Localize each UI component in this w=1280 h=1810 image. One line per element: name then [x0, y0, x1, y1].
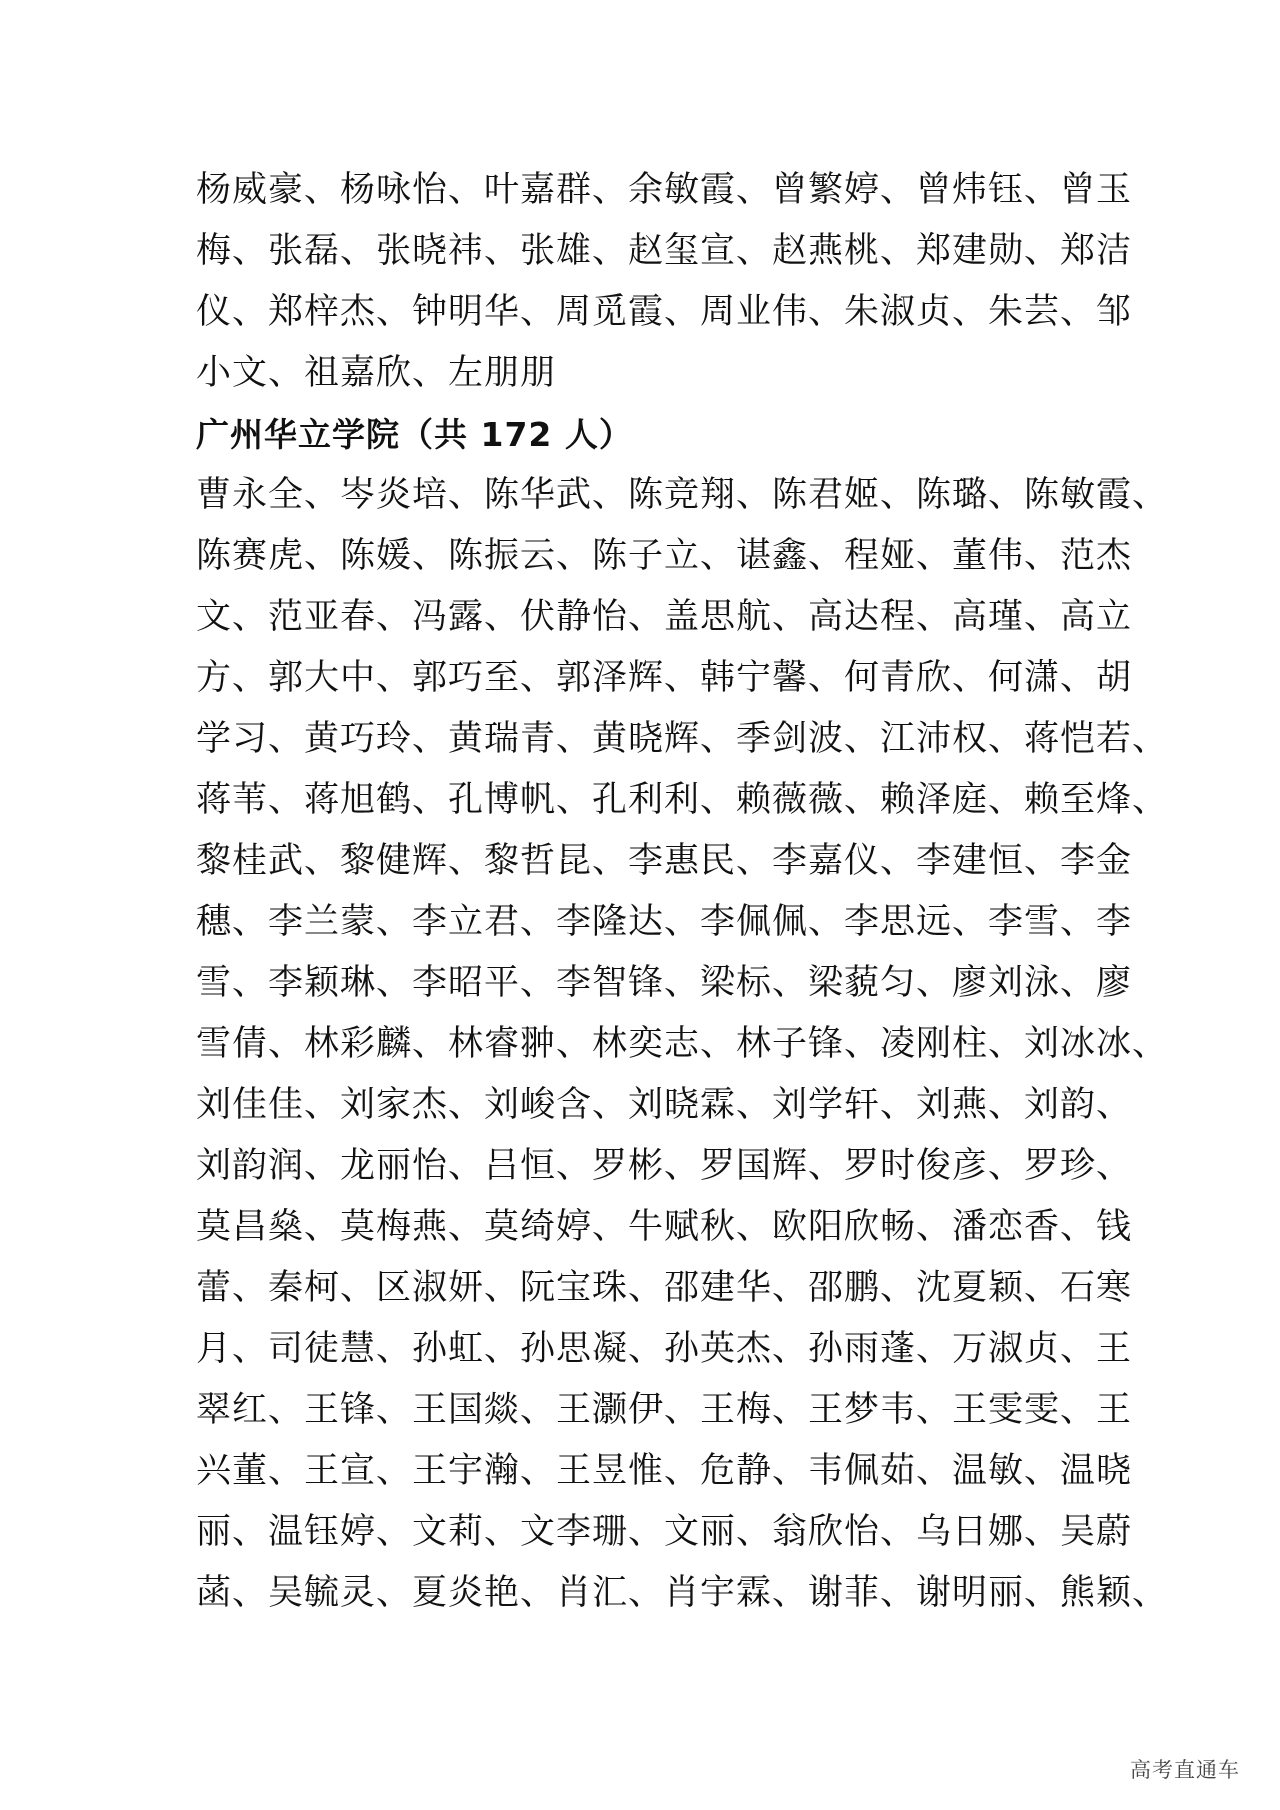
name-list-line: 文、范亚春、冯露、伏静怡、盖思航、高达程、高瑾、高立 — [196, 597, 1133, 637]
name-list — [196, 465, 1169, 1624]
name-list-line: 杨威豪、杨咏怡、叶嘉群、余敏霞、曾繁婷、曾炜钰、曾玉 — [196, 170, 1133, 210]
name-list-line: 菡、吴毓灵、夏炎艳、肖汇、肖宇霖、谢菲、谢明丽、熊颖、 — [196, 1573, 1169, 1613]
name-list-line: 黎桂武、黎健辉、黎哲昆、李惠民、李嘉仪、李建恒、李金 — [196, 841, 1133, 881]
name-list-line: 刘韵润、龙丽怡、吕恒、罗彬、罗国辉、罗时俊彦、罗珍、 — [196, 1146, 1133, 1186]
name-list-line: 翠红、王锋、王国燚、王灏伊、王梅、王梦韦、王雯雯、王 — [196, 1390, 1133, 1430]
watermark-text: 高考直通车 — [1130, 1758, 1240, 1782]
name-list-line: 陈赛虎、陈媛、陈振云、陈子立、谌鑫、程娅、董伟、范杰 — [196, 536, 1133, 576]
name-list-line: 丽、温钰婷、文莉、文李珊、文丽、翁欣怡、乌日娜、吴蔚 — [196, 1512, 1133, 1552]
section-heading: 广州华立学院（共 172 人） — [196, 415, 633, 454]
name-list-line: 蕾、秦柯、区淑妍、阮宝珠、邵建华、邵鹏、沈夏颖、石寒 — [196, 1268, 1133, 1308]
name-list-line: 雪、李颖琳、李昭平、李智锋、梁标、梁藐匀、廖刘泳、廖 — [196, 963, 1133, 1003]
name-list-line: 学习、黄巧玲、黄瑞青、黄晓辉、季剑波、江沛权、蒋恺若、 — [196, 719, 1169, 759]
name-list-line: 仪、郑梓杰、钟明华、周觅霞、周业伟、朱淑贞、朱芸、邹 — [196, 292, 1133, 332]
name-list-line: 刘佳佳、刘家杰、刘峻含、刘晓霖、刘学轩、刘燕、刘韵、 — [196, 1085, 1133, 1125]
name-list-line: 莫昌燊、莫梅燕、莫绮婷、牛赋秋、欧阳欣畅、潘恋香、钱 — [196, 1207, 1133, 1247]
name-list-line: 方、郭大中、郭巧至、郭泽辉、韩宁馨、何青欣、何潇、胡 — [196, 658, 1133, 698]
document-body — [196, 160, 1169, 1624]
name-list-line: 雪倩、林彩麟、林睿翀、林奕志、林子锋、凌刚柱、刘冰冰、 — [196, 1024, 1169, 1064]
name-list-line: 穗、李兰蒙、李立君、李隆达、李佩佩、李思远、李雪、李 — [196, 902, 1133, 942]
name-list-line: 梅、张磊、张晓祎、张雄、赵玺宣、赵燕桃、郑建勋、郑洁 — [196, 231, 1133, 271]
name-list-line: 月、司徒慧、孙虹、孙思凝、孙英杰、孙雨蓬、万淑贞、王 — [196, 1329, 1133, 1369]
name-list-line: 小文、祖嘉欣、左朋朋 — [196, 353, 557, 393]
name-list-line: 兴董、王宣、王宇瀚、王昱惟、危静、韦佩茹、温敏、温晓 — [196, 1451, 1133, 1491]
name-list-continued — [196, 160, 1133, 404]
name-list-line: 曹永全、岑炎培、陈华武、陈竞翔、陈君姬、陈璐、陈敏霞、 — [196, 475, 1169, 515]
name-list-line: 蒋苇、蒋旭鹤、孔博帆、孔利利、赖薇薇、赖泽庭、赖至烽、 — [196, 780, 1169, 820]
